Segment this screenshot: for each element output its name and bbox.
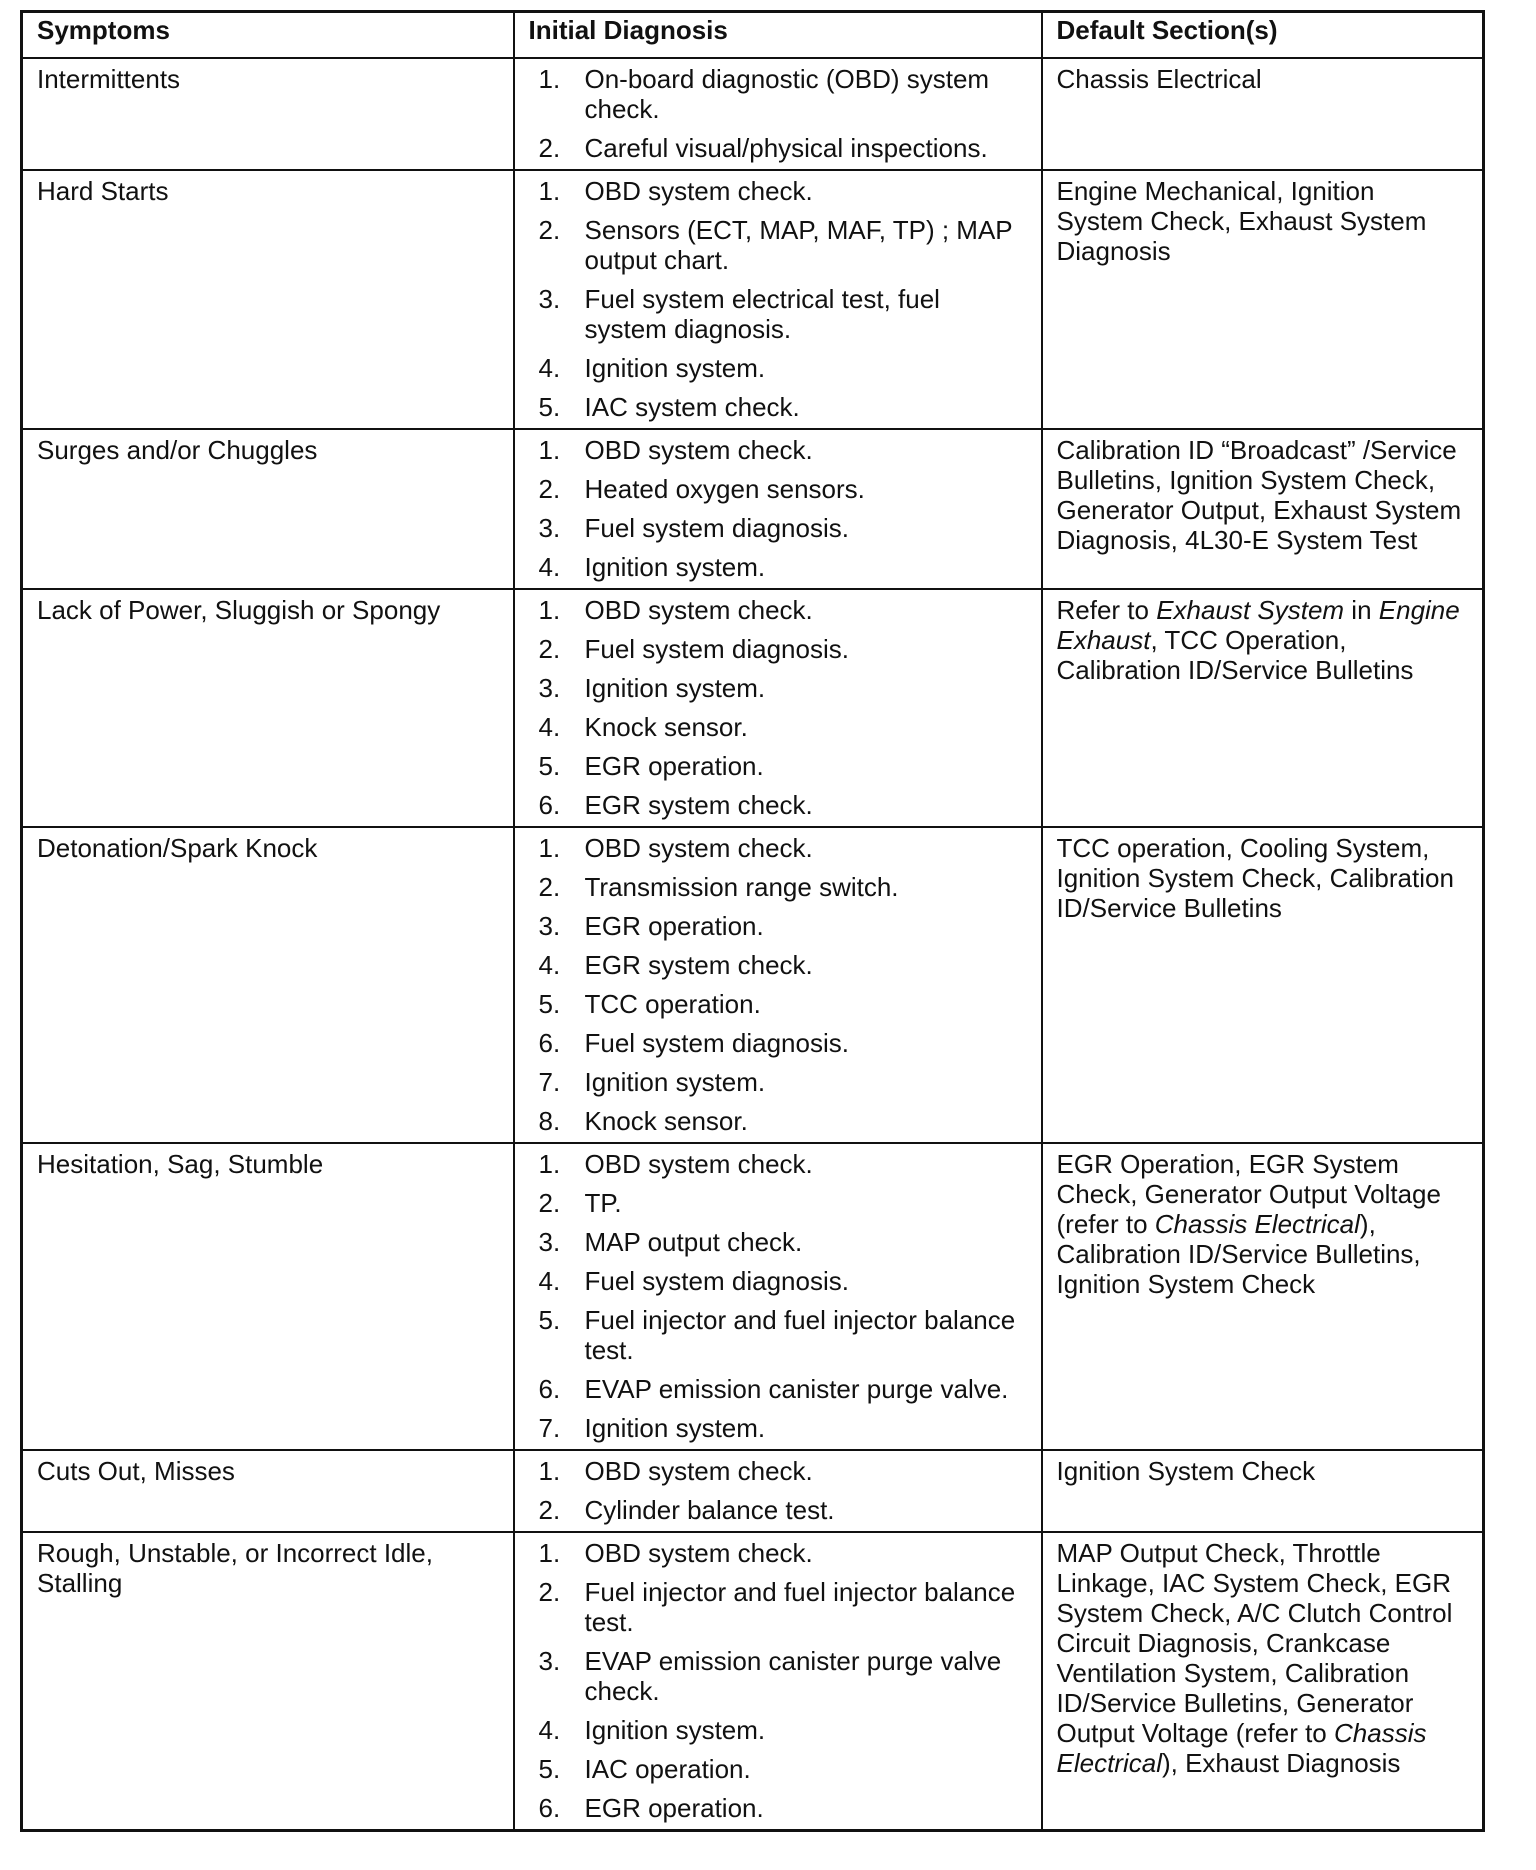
step-number: 4. — [538, 552, 561, 582]
step-number: 4. — [538, 1715, 561, 1745]
step-number: 1. — [538, 435, 561, 465]
step-text: Fuel system diagnosis. — [584, 634, 849, 664]
step-text: EGR operation. — [584, 751, 764, 781]
step-number: 3. — [538, 911, 561, 941]
diagnosis-step — [529, 751, 1027, 781]
diagnosis-step — [529, 215, 1027, 275]
section-text: Engine Mechanical, Ignition System Check, Exhaust System Diagnosis — [1056, 176, 1427, 266]
step-text: Cylinder balance test. — [584, 1495, 835, 1525]
default-sections-cell — [1042, 1450, 1484, 1532]
step-number: 3. — [538, 1646, 561, 1676]
diagnosis-step — [529, 1577, 1027, 1637]
step-text: Ignition system. — [584, 1067, 766, 1097]
section-text: Chassis Electrical — [1056, 64, 1262, 94]
step-text: OBD system check. — [584, 1149, 813, 1179]
diagnosis-steps-list — [529, 1456, 1027, 1525]
diagnosis-step — [529, 673, 1027, 703]
diagnosis-step — [529, 1067, 1027, 1097]
table-row — [22, 1450, 1484, 1532]
default-sections-cell — [1042, 1532, 1484, 1831]
step-text: OBD system check. — [584, 1538, 813, 1568]
default-sections-cell — [1042, 589, 1484, 827]
step-number: 2. — [538, 474, 561, 504]
table-row — [22, 589, 1484, 827]
step-text: OBD system check. — [584, 833, 813, 863]
diagnosis-step — [529, 284, 1027, 344]
step-number: 2. — [538, 1188, 561, 1218]
step-number: 5. — [538, 751, 561, 781]
diagnosis-step — [529, 950, 1027, 980]
diagnosis-cell — [514, 170, 1042, 429]
step-text: Ignition system. — [584, 1715, 766, 1745]
header-row — [22, 12, 1484, 59]
diagnosis-step — [529, 513, 1027, 543]
step-text: EGR system check. — [584, 950, 813, 980]
step-text: Knock sensor. — [584, 712, 748, 742]
step-text: TCC operation. — [584, 989, 761, 1019]
step-text: Fuel system electrical test, fuel system diagnosis. — [584, 284, 940, 344]
diagnosis-step — [529, 1374, 1027, 1404]
diagnosis-step — [529, 595, 1027, 625]
step-number: 1. — [538, 833, 561, 863]
symptom-cell: Cuts Out, Misses — [22, 1450, 514, 1532]
header-symptoms: Symptoms — [22, 12, 514, 59]
table-row — [22, 1143, 1484, 1450]
step-text: Fuel injector and fuel injector balance test. — [584, 1577, 1016, 1637]
symptom-cell: Hesitation, Sag, Stumble — [22, 1143, 514, 1450]
step-number: 5. — [538, 392, 561, 422]
step-text: On-board diagnostic (OBD) system check. — [584, 64, 990, 124]
symptom-cell: Rough, Unstable, or Incorrect Idle, Stalling — [22, 1532, 514, 1831]
step-number: 6. — [538, 1028, 561, 1058]
step-number: 3. — [538, 284, 561, 314]
diagnosis-step — [529, 1646, 1027, 1706]
step-number: 2. — [538, 634, 561, 664]
diagnosis-step — [529, 1149, 1027, 1179]
diagnosis-steps-list — [529, 64, 1027, 163]
diagnosis-steps-list — [529, 1538, 1027, 1823]
section-text: , TCC Operation, Calibration ID/Service Bulletins — [1056, 625, 1414, 685]
step-number: 1. — [538, 176, 561, 206]
table-row — [22, 58, 1484, 170]
diagnosis-steps-list — [529, 176, 1027, 422]
step-number: 3. — [538, 1227, 561, 1257]
diagnosis-step — [529, 1754, 1027, 1784]
table-row — [22, 170, 1484, 429]
step-number: 8. — [538, 1106, 561, 1136]
step-text: Heated oxygen sensors. — [584, 474, 865, 504]
step-text: Ignition system. — [584, 353, 766, 383]
diagnosis-step — [529, 1106, 1027, 1136]
diagnosis-step — [529, 552, 1027, 582]
diagnosis-cell — [514, 827, 1042, 1143]
step-number: 1. — [538, 1456, 561, 1486]
diagnosis-step — [529, 1495, 1027, 1525]
step-text: Ignition system. — [584, 552, 766, 582]
diagnosis-step — [529, 989, 1027, 1019]
step-number: 1. — [538, 1538, 561, 1568]
symptom-cell: Hard Starts — [22, 170, 514, 429]
default-sections-cell — [1042, 58, 1484, 170]
step-number: 1. — [538, 1149, 561, 1179]
step-text: IAC operation. — [584, 1754, 751, 1784]
default-sections-cell — [1042, 429, 1484, 589]
diagnosis-cell — [514, 1143, 1042, 1450]
diagnosis-step — [529, 911, 1027, 941]
diagnosis-step — [529, 1456, 1027, 1486]
step-number: 6. — [538, 1793, 561, 1823]
step-text: OBD system check. — [584, 595, 813, 625]
header-default-sections: Default Section(s) — [1042, 12, 1484, 59]
diagnosis-step — [529, 1715, 1027, 1745]
diagnosis-step — [529, 790, 1027, 820]
section-text: TCC operation, Cooling System, Ignition System Check, Calibration ID/Service Bulletins — [1056, 833, 1454, 923]
table-body — [22, 58, 1484, 1831]
step-text: IAC system check. — [584, 392, 800, 422]
section-reference-italic: Exhaust System — [1156, 595, 1345, 625]
diagnosis-step — [529, 712, 1027, 742]
diagnosis-step — [529, 1413, 1027, 1443]
diagnosis-steps-list — [529, 833, 1027, 1136]
step-number: 2. — [538, 1495, 561, 1525]
step-text: Fuel system diagnosis. — [584, 1266, 849, 1296]
diagnosis-cell — [514, 58, 1042, 170]
step-number: 6. — [538, 790, 561, 820]
step-text: Fuel system diagnosis. — [584, 1028, 849, 1058]
diagnosis-cell — [514, 589, 1042, 827]
diagnosis-step — [529, 176, 1027, 206]
step-text: OBD system check. — [584, 176, 813, 206]
symptom-cell: Surges and/or Chuggles — [22, 429, 514, 589]
step-number: 7. — [538, 1413, 561, 1443]
diagnosis-steps-list — [529, 1149, 1027, 1443]
step-number: 5. — [538, 1754, 561, 1784]
step-text: Fuel injector and fuel injector balance test. — [584, 1305, 1016, 1365]
step-text: OBD system check. — [584, 1456, 813, 1486]
table-row — [22, 827, 1484, 1143]
diagnosis-step — [529, 1793, 1027, 1823]
table-header — [22, 12, 1484, 59]
step-number: 1. — [538, 64, 561, 94]
step-text: Knock sensor. — [584, 1106, 748, 1136]
step-number: 7. — [538, 1067, 561, 1097]
section-reference-italic: Engine Exhaust — [1056, 595, 1460, 655]
section-text: MAP Output Check, Throttle Linkage, IAC System Check, EGR System Check, A/C Clutch Control Circuit Diagnosis, Crankcase Ventilation System, Calibration ID/Service Bulletins, Generator Output Voltage (refer to — [1056, 1538, 1453, 1748]
step-text: Ignition system. — [584, 1413, 766, 1443]
diagnosis-step — [529, 872, 1027, 902]
step-number: 4. — [538, 950, 561, 980]
diagnosis-step — [529, 1188, 1027, 1218]
diagnosis-cell — [514, 429, 1042, 589]
step-text: Careful visual/physical inspections. — [584, 133, 988, 163]
step-number: 2. — [538, 872, 561, 902]
step-text: Transmission range switch. — [584, 872, 899, 902]
diagnosis-step — [529, 392, 1027, 422]
section-text: Ignition System Check — [1056, 1456, 1316, 1486]
step-text: EGR operation. — [584, 911, 764, 941]
header-initial-diagnosis: Initial Diagnosis — [514, 12, 1042, 59]
diagnosis-step — [529, 353, 1027, 383]
symptom-cell: Lack of Power, Sluggish or Spongy — [22, 589, 514, 827]
diagnosis-step — [529, 833, 1027, 863]
diagnosis-step — [529, 133, 1027, 163]
diagnosis-step — [529, 1266, 1027, 1296]
step-number: 4. — [538, 1266, 561, 1296]
diagnosis-step — [529, 1028, 1027, 1058]
diagnosis-step — [529, 64, 1027, 124]
diagnosis-table — [20, 10, 1485, 1832]
diagnosis-cell — [514, 1532, 1042, 1831]
diagnosis-step — [529, 435, 1027, 465]
step-text: OBD system check. — [584, 435, 813, 465]
step-number: 2. — [538, 133, 561, 163]
diagnosis-step — [529, 1305, 1027, 1365]
section-text: Refer to — [1056, 595, 1157, 625]
step-number: 1. — [538, 595, 561, 625]
section-text: EGR Operation, EGR System Check, Generator Output Voltage (refer to — [1056, 1149, 1441, 1239]
table-row — [22, 1532, 1484, 1831]
step-number: 5. — [538, 989, 561, 1019]
step-number: 2. — [538, 1577, 561, 1607]
section-text: Calibration ID “Broadcast” /Service Bulletins, Ignition System Check, Generator Output, Exhaust System Diagnosis, 4L30-E System Test — [1056, 435, 1462, 555]
diagnosis-step — [529, 634, 1027, 664]
default-sections-cell — [1042, 170, 1484, 429]
step-text: EVAP emission canister purge valve check. — [584, 1646, 1002, 1706]
default-sections-cell — [1042, 1143, 1484, 1450]
symptom-cell: Detonation/Spark Knock — [22, 827, 514, 1143]
diagnosis-steps-list — [529, 595, 1027, 820]
step-text: TP. — [584, 1188, 622, 1218]
step-text: Ignition system. — [584, 673, 766, 703]
symptom-cell: Intermittents — [22, 58, 514, 170]
section-text: in — [1344, 595, 1379, 625]
step-number: 4. — [538, 353, 561, 383]
diagnosis-step — [529, 1538, 1027, 1568]
step-number: 3. — [538, 513, 561, 543]
table-row — [22, 429, 1484, 589]
section-reference-italic: Chassis Electrical — [1056, 1718, 1427, 1778]
step-text: EVAP emission canister purge valve. — [584, 1374, 1009, 1404]
section-text: ), Exhaust Diagnosis — [1161, 1748, 1401, 1778]
diagnosis-step — [529, 1227, 1027, 1257]
step-number: 6. — [538, 1374, 561, 1404]
step-text: Fuel system diagnosis. — [584, 513, 849, 543]
diagnosis-step — [529, 474, 1027, 504]
step-number: 4. — [538, 712, 561, 742]
step-text: EGR operation. — [584, 1793, 764, 1823]
step-text: MAP output check. — [584, 1227, 803, 1257]
default-sections-cell — [1042, 827, 1484, 1143]
step-number: 2. — [538, 215, 561, 245]
section-reference-italic: Chassis Electrical — [1154, 1209, 1360, 1239]
step-number: 5. — [538, 1305, 561, 1335]
step-number: 3. — [538, 673, 561, 703]
diagnosis-steps-list — [529, 435, 1027, 582]
section-text: ), Calibration ID/Service Bulletins, Ignition System Check — [1056, 1209, 1421, 1299]
step-text: Sensors (ECT, MAP, MAF, TP) ; MAP output chart. — [584, 215, 1013, 275]
step-text: EGR system check. — [584, 790, 813, 820]
diagnosis-cell — [514, 1450, 1042, 1532]
